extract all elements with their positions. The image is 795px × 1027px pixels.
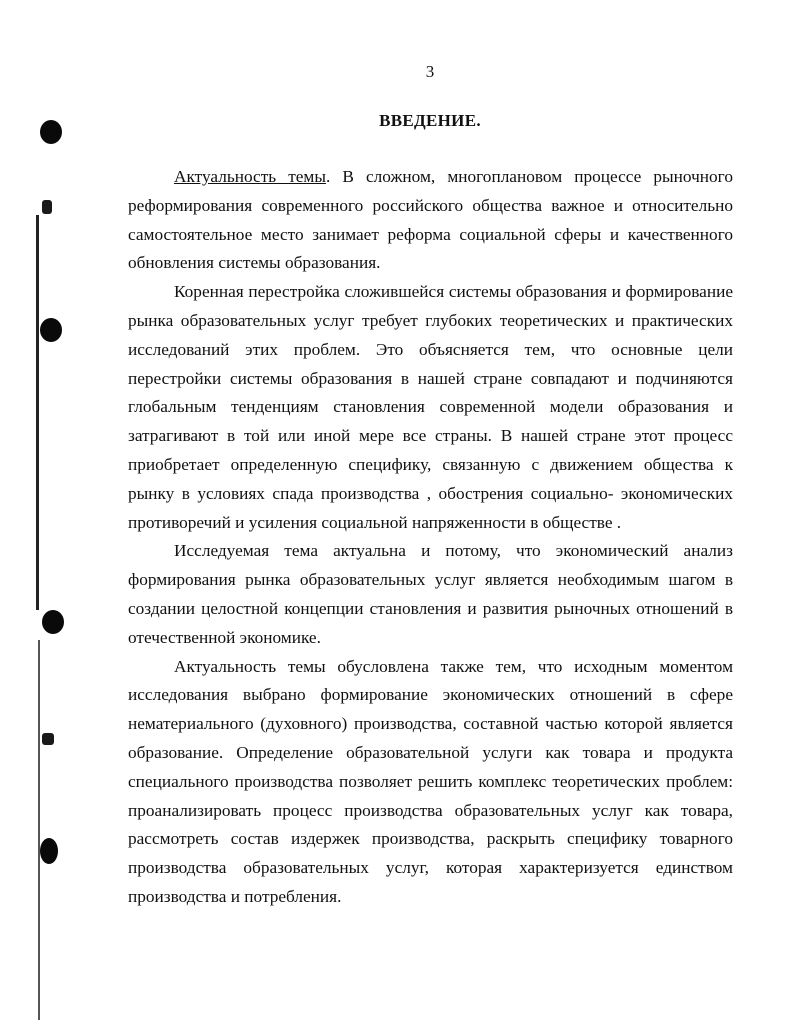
binding-mark	[42, 200, 52, 214]
paragraph-restructuring: Коренная перестройка сложившейся системы образования и формирование рынка образовательных услуг требует глубоких теоретических и практических исследований этих проблем. Это объясняется тем, что основные цели перестройки системы образования в нашей стране совпадают и подчиняются глобальным тенденциям становления современной модели образования и затрагивают в той или иной мере все страны. В нашей стране этот процесс приобретает определенную специфику, связанную с движением общества к рынку в условиях спада производства , обострения социально- экономических противоречий и усиления социальной напряженности в обществе .	[128, 282, 733, 532]
page-number: 3	[425, 62, 435, 81]
paragraph-service-definition: Актуальность темы обусловлена также тем, что исходным моментом исследования выбрано формирование экономических отношений в сфере нематериального (духовного) производства, составной частью которой является образование. Определение образовательной услуги как товара и продукта специального производства позволяет решить комплекс теоретических проблем: проанализировать процесс производства образовательных услуг как товара, рассмотреть состав издержек производства, раскрыть специфику товарного производства образовательных услуг, которая характеризуется единством производства и потребления.	[128, 656, 733, 906]
binding-edge-line	[38, 640, 40, 1020]
page-heading: ВВЕДЕНИЕ.	[379, 111, 481, 130]
binding-hole	[40, 838, 58, 864]
binding-hole	[42, 610, 64, 634]
binding-edge-line	[36, 215, 39, 610]
topic-label: Актуальность темы	[174, 167, 326, 186]
paragraph-relevance	[128, 163, 733, 278]
paragraph-text: . В сложном, многоплановом процессе рыночного реформирования современного российского общества важное и относительно самостоятельное место занимает реформа социальной сферы и качественного обновления системы образования.	[128, 167, 733, 273]
binding-mark	[42, 733, 54, 745]
body-text	[128, 163, 733, 912]
paragraph-analysis: Исследуемая тема актуальна и потому, что экономический анализ формирования рынка образовательных услуг является необходимым шагом в создании целостной концепции становления и развития рыночных отношений в отечественной экономике.	[128, 541, 733, 647]
binding-hole	[40, 318, 62, 342]
